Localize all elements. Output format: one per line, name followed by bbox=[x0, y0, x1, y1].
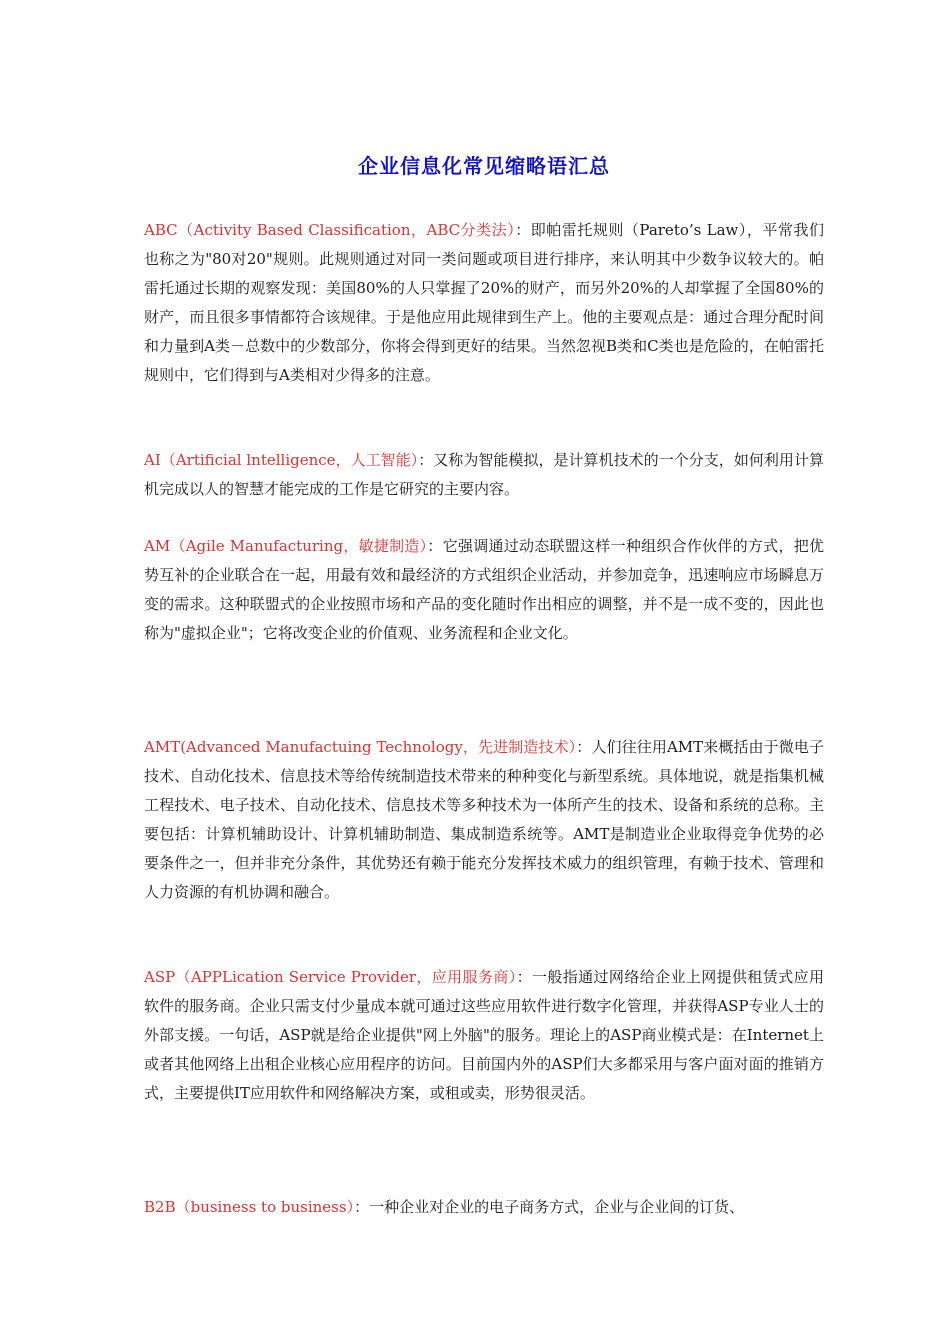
entry-text: 即帕雷托规则（Pareto’s Law），平常我们也称之为"80对20"规则。此规则通过对同一类问题或项目进行排序，来认明其中少数争议较大的。帕雷托通过长期的观察发现：美国80%的人只掌握了20%的财产，而另外20%的人却掌握了全国80%的财产，而且很多事情都符合该规律。于是他应用此规律到生产上。他的主要观点是：通过合理分配时间和力量到A类－总数中的少数部分，你将会得到更好的结果。当然忽视B类和C类也是危险的，在帕雷托规则中，它们得到与A类相对少得多的注意。 bbox=[144, 221, 824, 384]
entry-text: 它强调通过动态联盟这样一种组织合作伙伴的方式，把优势互补的企业联合在一起，用最有效和最经济的方式组织企业活动，并参加竞争，迅速响应市场瞬息万变的需求。这种联盟式的企业按照市场和产品的变化随时作出相应的调整，并不是一成不变的，因此也称为"虚拟企业"；它将改变企业的价值观、业务流程和企业文化。 bbox=[144, 537, 824, 642]
entry-ai bbox=[144, 446, 824, 504]
entry-term: ABC（Activity Based Classification，ABC分类法） bbox=[144, 221, 516, 239]
entry-term: B2B（business to business） bbox=[144, 1198, 355, 1216]
entry-separator: ： bbox=[515, 221, 531, 239]
entry-b2b bbox=[144, 1193, 824, 1222]
entry-term: AMT(Advanced Manufactuing Technology，先进制造技术） bbox=[144, 738, 577, 756]
entry-separator: ： bbox=[354, 1198, 370, 1216]
entry-separator: ： bbox=[576, 738, 592, 756]
entry-term: AI（Artificial lntelligence，人工智能） bbox=[144, 451, 419, 469]
entry-text: 一种企业对企业的电子商务方式，企业与企业间的订货、 bbox=[369, 1198, 745, 1216]
entry-am bbox=[144, 532, 824, 648]
entry-asp bbox=[144, 963, 824, 1108]
document-title: 企业信息化常见缩略语汇总 bbox=[358, 154, 610, 178]
entry-term: AM（Agile Manufacturing，敏捷制造） bbox=[144, 537, 428, 555]
entry-amt bbox=[144, 733, 824, 907]
entry-text: 人们往往用AMT来概括由于微电子技术、自动化技术、信息技术等给传统制造技术带来的种种变化与新型系统。具体地说，就是指集机械工程技术、电子技术、自动化技术、信息技术等多种技术为一体所产生的技术、设备和系统的总称。主要包括：计算机辅助设计、计算机辅助制造、集成制造系统等。AMT是制造业企业取得竞争优势的必要条件之一，但并非充分条件，其优势还有赖于能充分发挥技术威力的组织管理，有赖于技术、管理和人力资源的有机协调和融合。 bbox=[144, 738, 824, 901]
entry-abc bbox=[144, 216, 824, 390]
entry-separator: ： bbox=[516, 968, 532, 986]
entry-separator: ： bbox=[418, 451, 434, 469]
entry-term: ASP（APPLication Service Provider，应用服务商） bbox=[144, 968, 517, 986]
entry-text: 又称为智能模拟，是计算机技术的一个分支，如何利用计算机完成以人的智慧才能完成的工作是它研究的主要内容。 bbox=[144, 451, 824, 498]
entry-separator: ： bbox=[427, 537, 443, 555]
entry-text: 一般指通过网络给企业上网提供租赁式应用软件的服务商。企业只需支付少量成本就可通过这些应用软件进行数字化管理，并获得ASP专业人士的外部支援。一句话，ASP就是给企业提供"网上外脑"的服务。理论上的ASP商业模式是：在Internet上或者其他网络上出租企业核心应用程序的访问。目前国内外的ASP们大多都采用与客户面对面的推销方式，主要提供IT应用软件和网络解决方案，或租或卖，形势很灵活。 bbox=[144, 968, 824, 1102]
